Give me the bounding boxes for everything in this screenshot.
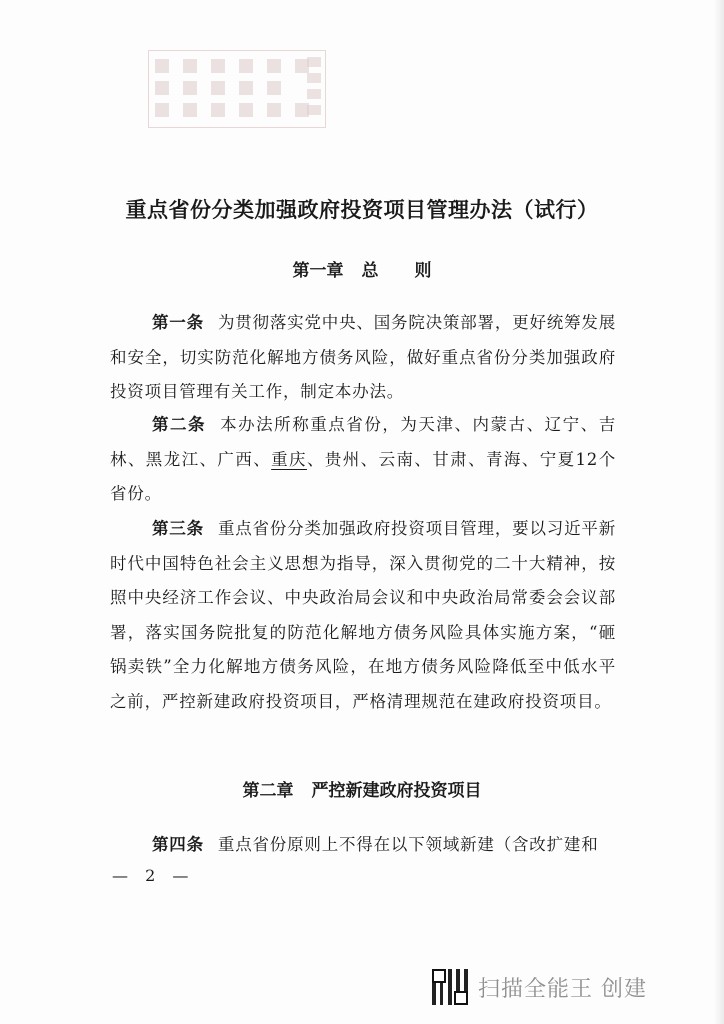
article-2-underlined-text: 重庆 bbox=[271, 449, 307, 469]
chapter-2-prefix: 第二章 bbox=[242, 781, 294, 801]
chapter-2-name: 严控新建政府投资项目 bbox=[311, 781, 482, 801]
article-1-label: 第一条 bbox=[152, 313, 204, 332]
article-3 bbox=[110, 512, 616, 719]
page-edge-shadow bbox=[714, 0, 724, 1024]
stamp-side-column bbox=[307, 57, 321, 121]
page-number: — 2 — bbox=[112, 866, 195, 885]
chapter-1-heading bbox=[0, 256, 724, 281]
qr-code-icon bbox=[432, 969, 468, 1005]
article-3-label: 第三条 bbox=[152, 519, 204, 538]
article-4 bbox=[110, 828, 616, 863]
document-title: 重点省份分类加强政府投资项目管理办法（试行） bbox=[125, 197, 599, 222]
chapter-2-heading bbox=[0, 776, 724, 801]
article-4-text: 重点省份原则上不得在以下领域新建（含改扩建和 bbox=[217, 835, 599, 854]
article-2-label: 第二条 bbox=[152, 415, 207, 434]
scanner-watermark: 扫描全能王 创建 bbox=[478, 977, 647, 1002]
article-2-text-after: 、贵州、云南、甘肃、青海、宁夏12个省份。 bbox=[110, 449, 616, 503]
article-1-text: 为贯彻落实党中央、国务院决策部署，更好统筹发展和安全，切实防范化解地方债务风险，做好重点省份分类加强政府投资项目管理有关工作，制定本办法。 bbox=[110, 313, 617, 401]
stamp-row bbox=[155, 103, 309, 121]
article-1 bbox=[110, 306, 616, 410]
chapter-1-prefix: 第一章 bbox=[292, 261, 344, 281]
article-4-label: 第四条 bbox=[152, 835, 204, 854]
receipt-stamp bbox=[148, 50, 326, 128]
stamp-row bbox=[155, 59, 309, 77]
chapter-1-word1: 总 bbox=[361, 261, 379, 281]
stamp-row bbox=[155, 81, 281, 99]
article-3-text: 重点省份分类加强政府投资项目管理，要以习近平新时代中国特色社会主义思想为指导，深入贯彻党的二十大精神，按照中央经济工作会议、中央政治局会议和中央政治局常委会会议部署，落实国务院批复的防范化解地方债务风险具体实施方案，“砸锅卖铁”全力化解地方债务风险，在地方债务风险降低至中低水平之前，严控新建政府投资项目，严格清理规范在建政府投资项目。 bbox=[110, 519, 617, 711]
chapter-1-word2: 则 bbox=[414, 261, 432, 281]
article-2-text-before: 本办法所称重点省份，为天津、内蒙古、辽宁、吉林、黑龙江、广西、 bbox=[110, 415, 616, 469]
article-2 bbox=[110, 408, 616, 512]
